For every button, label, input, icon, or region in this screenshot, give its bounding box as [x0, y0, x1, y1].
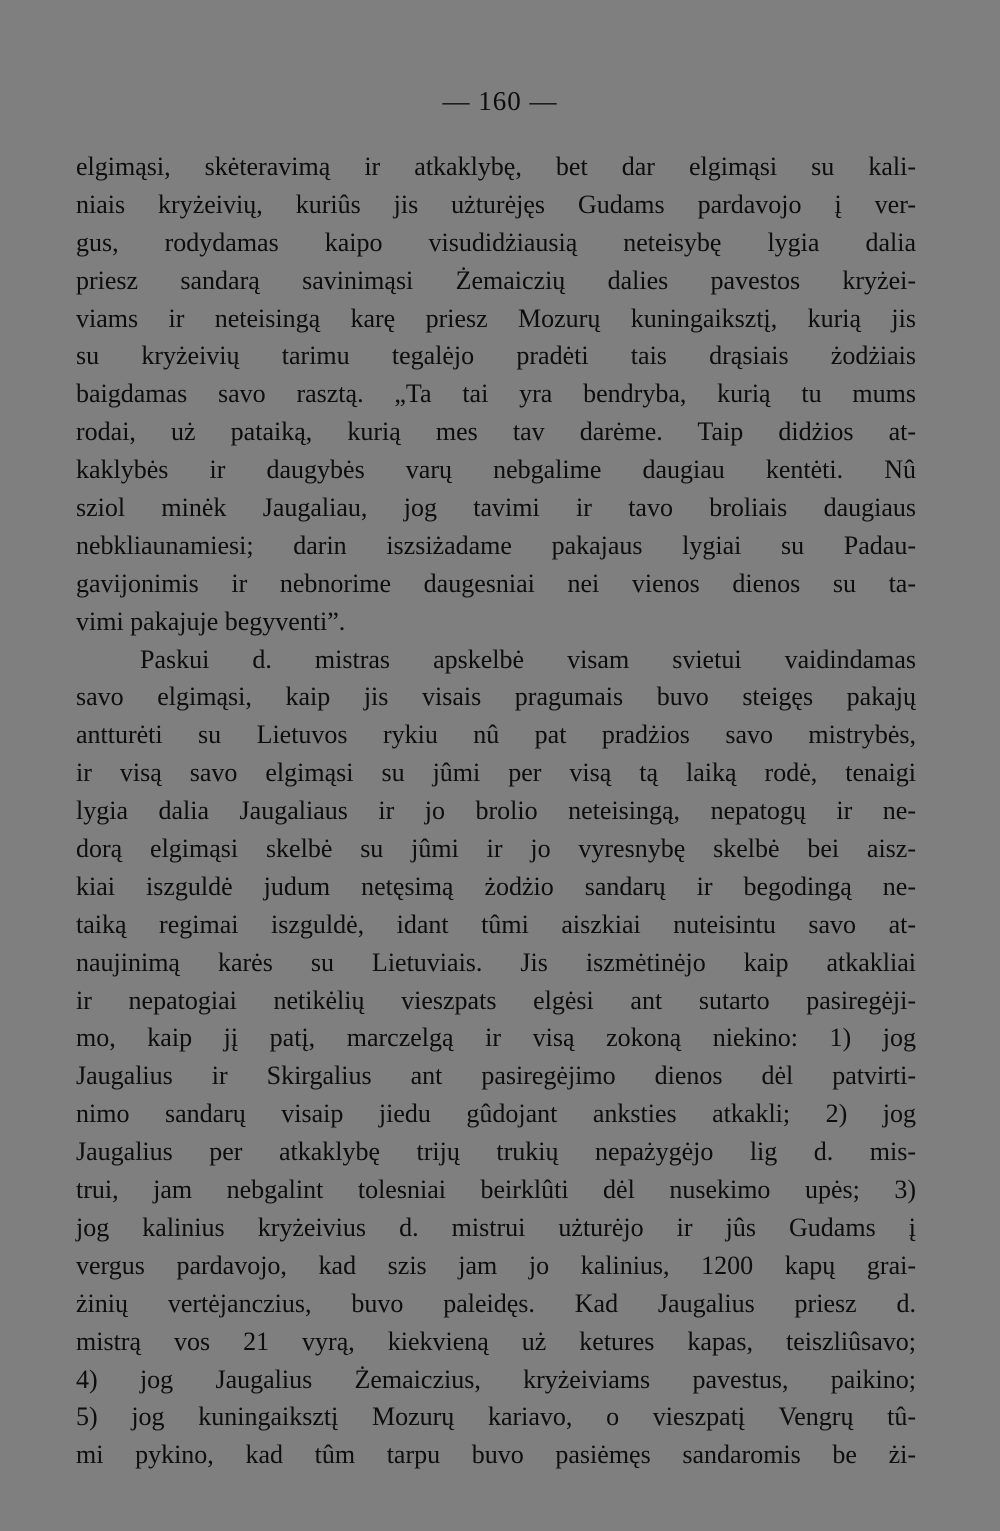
text-line: nebkliaunamiesi; darin iszsiżadame pakajaus lygiai su Padau-	[76, 530, 916, 560]
text-line: su kryżeivių tarimu tegalėjo pradėti tais drąsiais żodżiais	[76, 341, 916, 371]
text-line: naujinimą karės su Lietuviais. Jis iszmėtinėjo kaip atkakliai	[76, 947, 916, 977]
text-line: niais kryżeivių, kuriûs jis użturėjęs Gudams pardavojo į ver-	[76, 189, 916, 219]
text-line: vimi pakajuje begyventi”.	[76, 606, 346, 636]
text-line: mistrą vos 21 vyrą, kiekvieną uż ketures kapas, teiszliûsavo;	[76, 1326, 916, 1356]
text-line: 4) jog Jaugalius Żemaiczius, kryżeiviams pavestus, paikino;	[76, 1364, 916, 1394]
text-line: taiką regimai iszguldė, idant tûmi aiszkiai nuteisintu savo at-	[76, 909, 916, 939]
text-line: elgimąsi, skėteravimą ir atkaklybę, bet dar elgimąsi su kali-	[76, 152, 916, 181]
text-line: antturėti su Lietuvos rykiu nû pat pradżios savo mistrybės,	[76, 720, 916, 750]
text-line: mo, kaip jį patį, marczelgą ir visą zokoną niekino: 1) jog	[76, 1023, 916, 1053]
text-line: gavijonimis ir nebnorime daugesniai nei vienos dienos su ta-	[76, 568, 916, 598]
text-line: dorą elgimąsi skelbė su jûmi ir jo vyresnybę skelbė bei aisz-	[76, 834, 916, 864]
text-line: jog kalinius kryżeivius d. mistrui użturėjo ir jûs Gudams į	[76, 1212, 916, 1242]
text-line: żinių vertėjanczius, buvo paleidęs. Kad Jaugalius priesz d.	[76, 1288, 916, 1318]
page-number: — 160 —	[442, 86, 558, 116]
text-line: Paskui d. mistras apskelbė visam svietui vaidindamas	[140, 644, 916, 674]
text-line: Jaugalius ir Skirgalius ant pasiregėjimo dienos dėl patvirti-	[76, 1061, 916, 1091]
text-line: lygia dalia Jaugaliaus ir jo brolio neteisingą, nepatogų ir ne-	[76, 796, 916, 826]
text-line: Jaugalius per atkaklybę trijų trukių nepażygėjo lig d. mis-	[76, 1137, 916, 1167]
text-line: 5) jog kuningaiksztį Mozurų kariavo, o vieszpatį Vengrų tû-	[76, 1402, 916, 1432]
page-body-text	[76, 148, 916, 1474]
text-line: baigdamas savo rasztą. „Ta tai yra bendryba, kurią tu mums	[76, 379, 916, 409]
text-line: ir visą savo elgimąsi su jûmi per visą tą laiką rodė, tenaigi	[76, 758, 916, 788]
text-line: gus, rodydamas kaipo visudidżiausią neteisybę lygia dalia	[76, 227, 916, 257]
text-line: savo elgimąsi, kaip jis visais pragumais buvo steigęs pakajų	[76, 682, 916, 712]
text-line: kaklybės ir daugybės varų nebgalime daugiau kentėti. Nû	[76, 455, 916, 485]
text-line: vergus pardavojo, kad szis jam jo kalinius, 1200 kapų grai-	[76, 1250, 916, 1280]
text-line: rodai, uż pataiką, kurią mes tav darėme. Taip didżios at-	[76, 417, 916, 447]
text-line: ir nepatogiai netikėlių vieszpats elgėsi ant sutarto pasiregėji-	[76, 985, 916, 1015]
text-line: kiai iszguldė judum netęsimą żodżio sandarų ir begodingą ne-	[76, 871, 916, 901]
text-line: nimo sandarų visaip jiedu gûdojant anksties atkakli; 2) jog	[76, 1099, 916, 1129]
text-line: trui, jam nebgalint tolesniai beirklûti dėl nusekimo upės; 3)	[76, 1175, 916, 1205]
text-line: mi pykino, kad tûm tarpu buvo pasiėmęs sandaromis be żi-	[76, 1440, 916, 1470]
text-line: priesz sandarą savinimąsi Żemaiczių dalies pavestos kryżei-	[76, 265, 916, 295]
text-line: sziol minėk Jaugaliau, jog tavimi ir tavo broliais daugiaus	[76, 493, 916, 523]
text-line: viams ir neteisingą karę priesz Mozurų kuningaiksztį, kurią jis	[76, 303, 916, 333]
